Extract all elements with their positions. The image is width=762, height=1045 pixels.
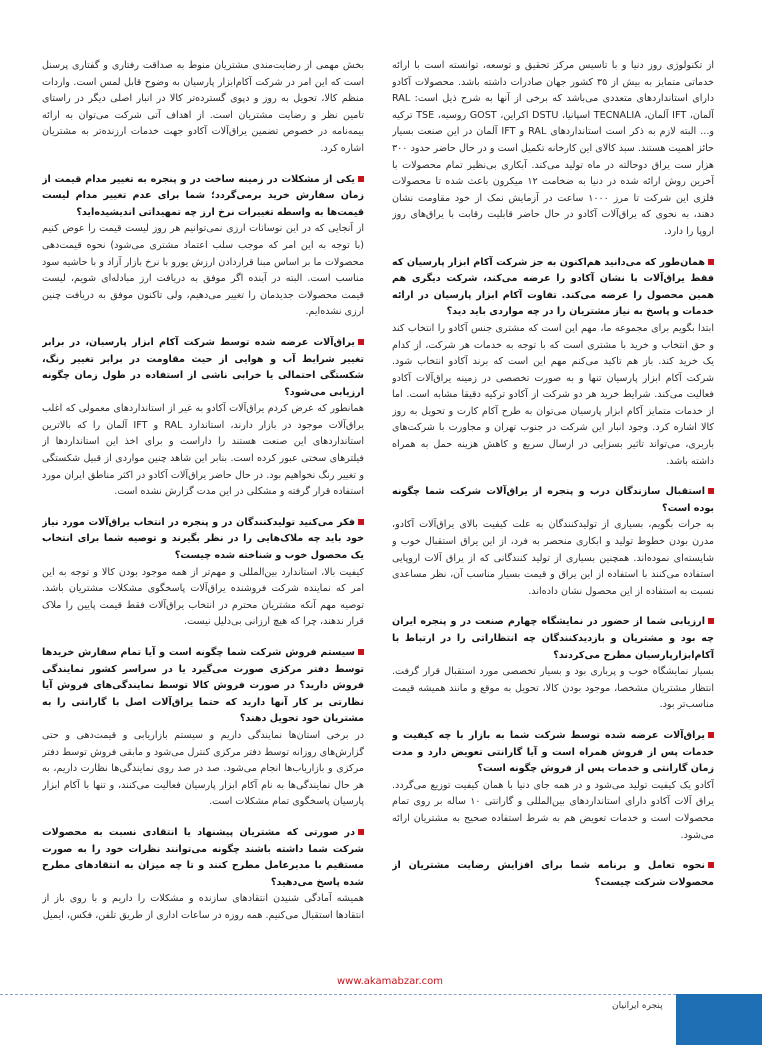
answer: آکادو یک کیفیت تولید می‌شود و در همه جای دنیا با همان کیفیت توزیع می‌گردد. یراق آلات آکادو دارای استانداردهای بین‌المللی و گارانتی ۱۰ ساله بر روی تمام محصولات است و خدمات تعویض هم به شرط استفاده صحیح به مشتریان ارائه می‌شود. <box>392 779 714 841</box>
question: نحوه تعامل و برنامه شما برای افزایش رضایت مشتریان از محصولات شرکت چیست؟ <box>392 860 714 888</box>
answer: ابتدا بگویم برای مجموعه ما، مهم این است که مشتری جنس آکادو را انتخاب کند و حق انتخاب و خرید با مشتری است که با توجه به خدمات هر شرکت، از کدام یک خرید کند. باز هم تاکید می‌کنم مهم این است که برند آکادو انتخاب شود. شرکت آکام ابزار پارسیان تنها و به صورت تخصصی در زمینه یراق‌آلات آکادو فعالیت می‌کند. شرایط خرید هر دو شرکت از آکادو ترکیه دقیقا مشابه است. اما از خدمات متمایز آکام ابزار پارسیان می‌توان به طرح آکام کارت و تحویل به روز کالا اشاره کرد. وجود انبار این شرکت در جنوب تهران و مجاورت با شرکت‌های باربری، می‌تواند تاثیر بسزایی در ارسال سریع و کاهش هزینه حمل به همراه داشته باشد. <box>392 322 714 467</box>
page-number: ۱۰۶ <box>680 998 704 1013</box>
answer: همیشه آمادگی شنیدن انتقادهای سازنده و مشکلات را داریم و با روی باز از انتقادها استقبال می‌کنیم. همه روزه در ساعات اداری از طریق تلفن، فکس، ایمیل <box>42 893 364 921</box>
bullet-marker <box>358 649 364 655</box>
question: یکی از مشکلات در زمینه ساخت در و پنجره به تغییر مدام قیمت از زمان سفارش خرید برمی‌گردد؛ شما برای عدم تغییر مدام لیست قیمت‌ها به واسطه تغییرات نرخ ارز چه تمهیداتی اندیشیده‌اید؟ <box>42 173 364 218</box>
bullet-marker <box>358 176 364 182</box>
question: یراق‌آلات عرضه شده توسط شرکت آکام ابزار پارسیان، در برابر تغییر شرایط آب و هوایی از حیث مقاومت در برابر تغییر رنگ، شکستگی احتمالی یا خرابی ناشی از استفاده در طول زمان چگونه ارزیابی می‌شود؟ <box>42 336 364 398</box>
answer: همانطور که عرض کردم یراق‌آلات آکادو به غیر از استانداردهای معمولی که اغلب یراق‌آلات موجود در بازار دارند، استاندارد RAL و IFT آلمان را که بالاترین استانداردهای این صنعت هستند را داراست و برای اخذ این استانداردها از فیلترهای سختی عبور کرده است. بنابر این شاهد چنین مواردی از قبیل شکستگی و تغییر رنگ نخواهیم بود. در حال حاضر یراق‌آلات آکادو در اکثر مناطق ایران مورد استفاده قرار گرفته و مشکلی در این مدت گزارش نشده است. <box>42 403 364 498</box>
answer: کیفیت بالا، استاندارد بین‌المللی و مهم‌تر از همه موجود بودن کالا و توجه به این امر که نماینده شرکت فروشنده یراق‌آلات پاسخگوی مشکلات مشتریان باشد. توصیه مهم آنکه مشتریان محترم در انتخاب یراق‌آلات فقط قیمت پایین را ملاک قرار ندهند، چرا که هیچ ارزانی بی‌دلیل نیست. <box>42 566 364 628</box>
left-intro-paragraph: بخش مهمی از رضایت‌مندی مشتریان منوط به صداقت رفتاری و گفتاری پرسنل است که این امر در شرکت آکام‌ابزار پارسیان به وضوح قابل لمس است. واردات منظم کالا، تحویل به روز و دپوی گسترده‌تر کالا در انبار اصلی دیگر در راستای تامین نظر و رضایت مشتریان است. از اهداف آتی شرکت می‌توان به ارائه بیمه‌نامه در خصوص تضمین یراق‌آلات آکادو جهت خدمات ارزنده‌تر به مشتریان اشاره کرد. <box>42 60 364 154</box>
bullet-marker <box>708 618 714 624</box>
answer: در برخی استان‌ها نمایندگی داریم و سیستم بازاریابی و قیمت‌دهی و حتی گزارش‌های روزانه توسط دفتر مرکزی کنترل می‌شود و مابقی فروش توسط دفتر مرکزی و بازاریاب‌ها انجام می‌شود. صد در صد روی نمایندگی‌ها نظارت داریم، به هر حال نمایندگی‌ها به نام آکام ابزار پارسیان فعالیت می‌کنند، و تنها با آکام ابزار پارسیان پاسخگوی تمام مشکلات است. <box>42 729 364 808</box>
answer: از آنجایی که در این نوسانات ارزی نمی‌توانیم هر روز لیست قیمت را عوض کنیم (با توجه به این امر که موجب سلب اعتماد مشتری می‌شود) نحوه قیمت‌دهی محصولات ما بر اساس مبنا قراردادن ارزش یورو با نرخ بازار آزاد و با حاشیه سود مناسب است. البته در آینده اگر موفق به دریافت ارز مبادله‌ای شویم، لیست قیمت محصولات جدیدمان را تغییر می‌دهیم، ولی تاکنون موفق به دریافت چنین ارزی نشده‌ایم. <box>42 223 364 318</box>
bullet-marker <box>708 862 714 868</box>
question: استقبال سازندگان درب و پنجره از یراق‌آلات شرکت شما چگونه بوده است؟ <box>392 486 714 514</box>
bullet-marker <box>358 519 364 525</box>
question: سیستم فروش شرکت شما چگونه است و آیا تمام سفارش خریدها توسط دفتر مرکزی صورت می‌گیرد یا در سراسر کشور نمایندگی فروش دارید؟ در صورت فروش کالا توسط نمایندگی‌های فروش آیا نظارتی بر کار آنها دارید که حتما یراق‌آلات اصل با گارانتی را به مشتریان خود تحویل دهند؟ <box>42 647 364 725</box>
bullet-marker <box>708 259 714 265</box>
bullet-marker <box>708 488 714 494</box>
answer: به جرات بگویم، بسیاری از تولیدکنندگان به علت کیفیت بالای یراق‌آلات آکادو، مدرن بودن خطوط تولید و ابکاری منحصر به فرد، از این یراق استقبال خوب و شایسته‌ای نموده‌اند. همچنین بسیاری از تولید کنندگانی که از یراق آلات اروپایی استفاده می‌کنند با استفاده از این یراق و قیمت بسیار مناسب آن، نظر مساعدی نسبت به استفاده از این محصول نشان داده‌اند. <box>392 519 714 597</box>
bullet-marker <box>358 829 364 835</box>
question: یراق‌آلات عرضه شده توسط شرکت شما به بازار با چه کیفیت و خدمات پس از فروش همراه است و آیا گارانتی تعویض دارد و مدت زمان گارانتی و خدمات پس از فروش چگونه است؟ <box>392 729 714 775</box>
right-intro-paragraph: از تکنولوژی روز دنیا و با تاسیس مرکز تحقیق و توسعه، توانسته است با ارائه خدماتی متمایز به بیش از ۳۵ کشور جهان صادرات داشته باشد. محصولات آکادو دارای استانداردهای متعددی می‌باشد که برخی از آنها به شرح ذیل است: RAL آلمان، IFT آلمان، TECNALIA اسپانیا، DSTU اکراین، GOST روسیه، TSE ترکیه و... البته لازم به ذکر است استانداردهای RAL و IFT آلمان در این صنعت بسیار حائز اهمیت هستند. سبد کالای این کارخانه تکمیل است و در حال حاضر حدود ۳۰۰ هزار ست یراق دوحالته در ماه تولید می‌کند. آبکاری بی‌نظیر تمام محصولات با آخرین روش ارائه شده در دنیا به ضخامت ۱۲ میکرون باعث شده تا محصولات فلزی این شرکت تا مرز ۱۰۰۰ ساعت در آزمایش نمک از خود مقاومت نشان دهند، به نحوی که یراق‌آلات آکادو در حال حاضر قابلیت رقابت با یراق‌های روز اروپا را دارد. <box>392 60 714 237</box>
question: در صورتی که مشتریان پیشنهاد یا انتقادی نسبت به محصولات شرکت شما داشته باشند چگونه می‌توانند نظرات خود را به صورت مستقیم با مدیرعامل مطرح کنند و تا چه میزان به انتقادهای مطرح شده پاسخ می‌دهید؟ <box>42 826 364 888</box>
footer-divider <box>0 994 676 995</box>
question: ارزیابی شما از حضور در نمایشگاه چهارم صنعت در و پنجره ایران چه بود و مشتریان و بازدیدکنندگان چه انتظاراتی را در ارتباط با آکام‌ابزارپارسیان مطرح می‌کردند؟ <box>392 616 714 661</box>
magazine-name: پنجره ایرانیان <box>612 1001 663 1011</box>
right-column <box>392 58 714 980</box>
bullet-marker <box>358 339 364 345</box>
question: فکر می‌کنید تولیدکنندگان در و پنجره در انتخاب یراق‌آلات مورد نیاز خود باید چه ملاک‌هایی را در نظر بگیرند و توصیه شما برای انتخاب یک محصول خوب و شناخته شده چیست؟ <box>42 516 364 562</box>
question: همان‌طور که می‌دانید هم‌اکنون به جز شرکت آکام ابزار پارسیان که فقط یراق‌آلات با نشان آکادو را عرضه می‌کند، شرکت دیگری هم همین محصول را عرضه می‌کند. تفاوت آکام ابزار پارسیان در ارائه خدمات و پاسخ به نیاز مشتریان را در چه مواردی باید دید؟ <box>392 256 714 318</box>
left-column <box>42 58 364 970</box>
answer: بسیار نمایشگاه خوب و پرباری بود و بسیار تخصصی مورد استقبال قرار گرفت. انتظار مشتریان مشخصا، موجود بودن کالا، تحویل به موقع و مانند همیشه قیمت مناسب‌تر بود. <box>392 666 714 711</box>
bullet-marker <box>708 732 714 738</box>
website-link[interactable]: www.akamabzar.com <box>337 976 443 987</box>
